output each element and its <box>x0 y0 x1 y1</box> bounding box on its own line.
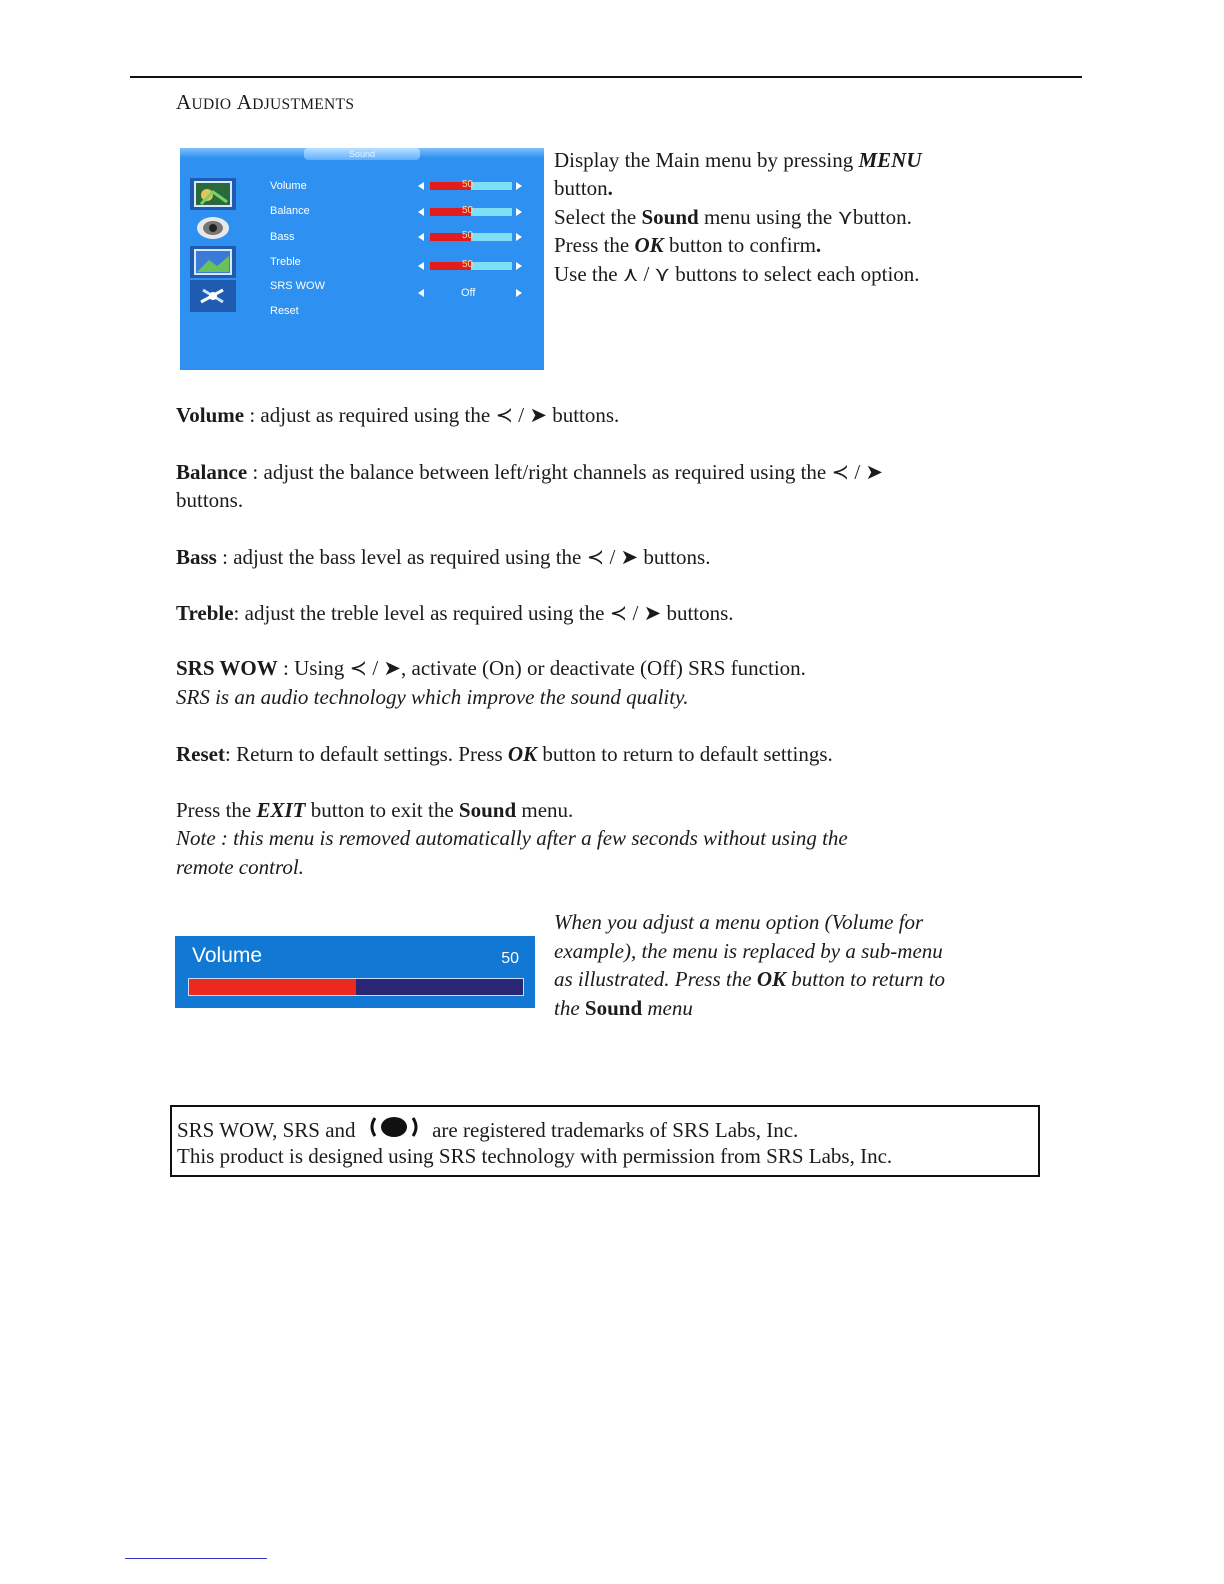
volume-submenu-bar <box>188 978 524 996</box>
option-balance: Balance : adjust the balance between left/right channels as required using the ≺ / ➤ <box>176 460 883 484</box>
section-title: AUDIO ADJUSTMENTS <box>176 90 355 114</box>
submenu-text-3: as illustrated. Press the OK button to return to <box>554 967 946 991</box>
speaker-icon <box>190 212 236 244</box>
trademark-line-2: This product is designed using SRS technology with permission from SRS Labs, Inc. <box>177 1144 893 1168</box>
srs-note: SRS is an audio technology which improve the sound quality. <box>176 685 689 709</box>
settings-icon <box>190 280 236 312</box>
osd-row-srs-wow: SRS WOW <box>270 280 325 292</box>
option-reset: Reset: Return to default settings. Press OK button to return to default settings. <box>176 742 833 766</box>
left-arrow-icon <box>418 182 424 190</box>
volume-submenu-value: 50 <box>501 950 519 967</box>
osd-icon-column <box>190 178 238 316</box>
osd-row-bass: Bass <box>270 231 295 243</box>
left-arrow-icon <box>418 233 424 241</box>
trademark-box <box>170 1105 1040 1177</box>
volume-submenu-bar-fill <box>189 979 356 995</box>
treble-level-bar: 50 <box>430 262 512 270</box>
option-bass: Bass : adjust the bass level as required using the ≺ / ➤ buttons. <box>176 545 711 569</box>
srs-logo-icon <box>367 1115 421 1145</box>
tv-icon <box>190 178 236 210</box>
volume-submenu <box>175 936 535 1008</box>
submenu-text-4: the Sound menu <box>554 996 693 1020</box>
volume-submenu-label: Volume <box>192 944 263 967</box>
option-treble: Treble: adjust the treble level as required using the ≺ / ➤ buttons. <box>176 601 734 625</box>
submenu-text-1: When you adjust a menu option (Volume for <box>554 910 924 934</box>
intro-line-1: Display the Main menu by pressing MENU <box>554 148 922 172</box>
exit-line: Press the EXIT button to exit the Sound menu. <box>176 798 574 822</box>
intro-line-2: button. <box>554 176 613 200</box>
osd-row-reset: Reset <box>270 305 299 317</box>
down-arrow-icon: ⋎ <box>837 205 853 229</box>
intro-line-5: Use the ⋏ / ⋎ buttons to select each option. <box>554 262 920 286</box>
osd-row-treble: Treble <box>270 256 301 268</box>
srs-wow-value: Off <box>461 287 476 299</box>
right-arrow-icon <box>516 182 522 190</box>
up-down-arrow-icon: ⋏ / ⋎ <box>622 262 670 286</box>
bass-level-bar: 50 <box>430 233 512 241</box>
right-arrow-icon <box>516 233 522 241</box>
option-volume: Volume : adjust as required using the ≺ / ➤ buttons. <box>176 403 620 427</box>
left-arrow-icon <box>418 208 424 216</box>
balance-level-bar: 50 <box>430 208 512 216</box>
right-arrow-icon <box>516 262 522 270</box>
sound-menu-screenshot <box>180 148 544 370</box>
left-arrow-icon <box>418 262 424 270</box>
osd-row-volume: Volume <box>270 180 307 192</box>
right-arrow-icon <box>516 289 522 297</box>
picture-icon <box>190 246 236 278</box>
osd-title: Sound <box>304 148 420 160</box>
submenu-text-2: example), the menu is replaced by a sub-menu <box>554 939 943 963</box>
option-srs-wow: SRS WOW : Using ≺ / ➤, activate (On) or deactivate (Off) SRS function. <box>176 656 806 680</box>
exit-note-2: remote control. <box>176 855 304 879</box>
option-balance-cont: buttons. <box>176 488 244 512</box>
exit-note-1: Note : this menu is removed automatically after a few seconds without using the <box>176 826 848 850</box>
intro-line-3: Select the Sound menu using the ⋎button. <box>554 205 912 229</box>
top-rule <box>130 76 1082 78</box>
right-arrow-icon <box>516 208 522 216</box>
left-arrow-icon <box>418 289 424 297</box>
volume-level-bar: 50 <box>430 182 512 190</box>
trademark-line-1: SRS WOW, SRS and are registered trademarks of SRS Labs, Inc. <box>177 1115 798 1145</box>
footer-link-line <box>125 1558 267 1559</box>
intro-line-4: Press the OK button to confirm. <box>554 233 822 257</box>
osd-row-balance: Balance <box>270 205 310 217</box>
